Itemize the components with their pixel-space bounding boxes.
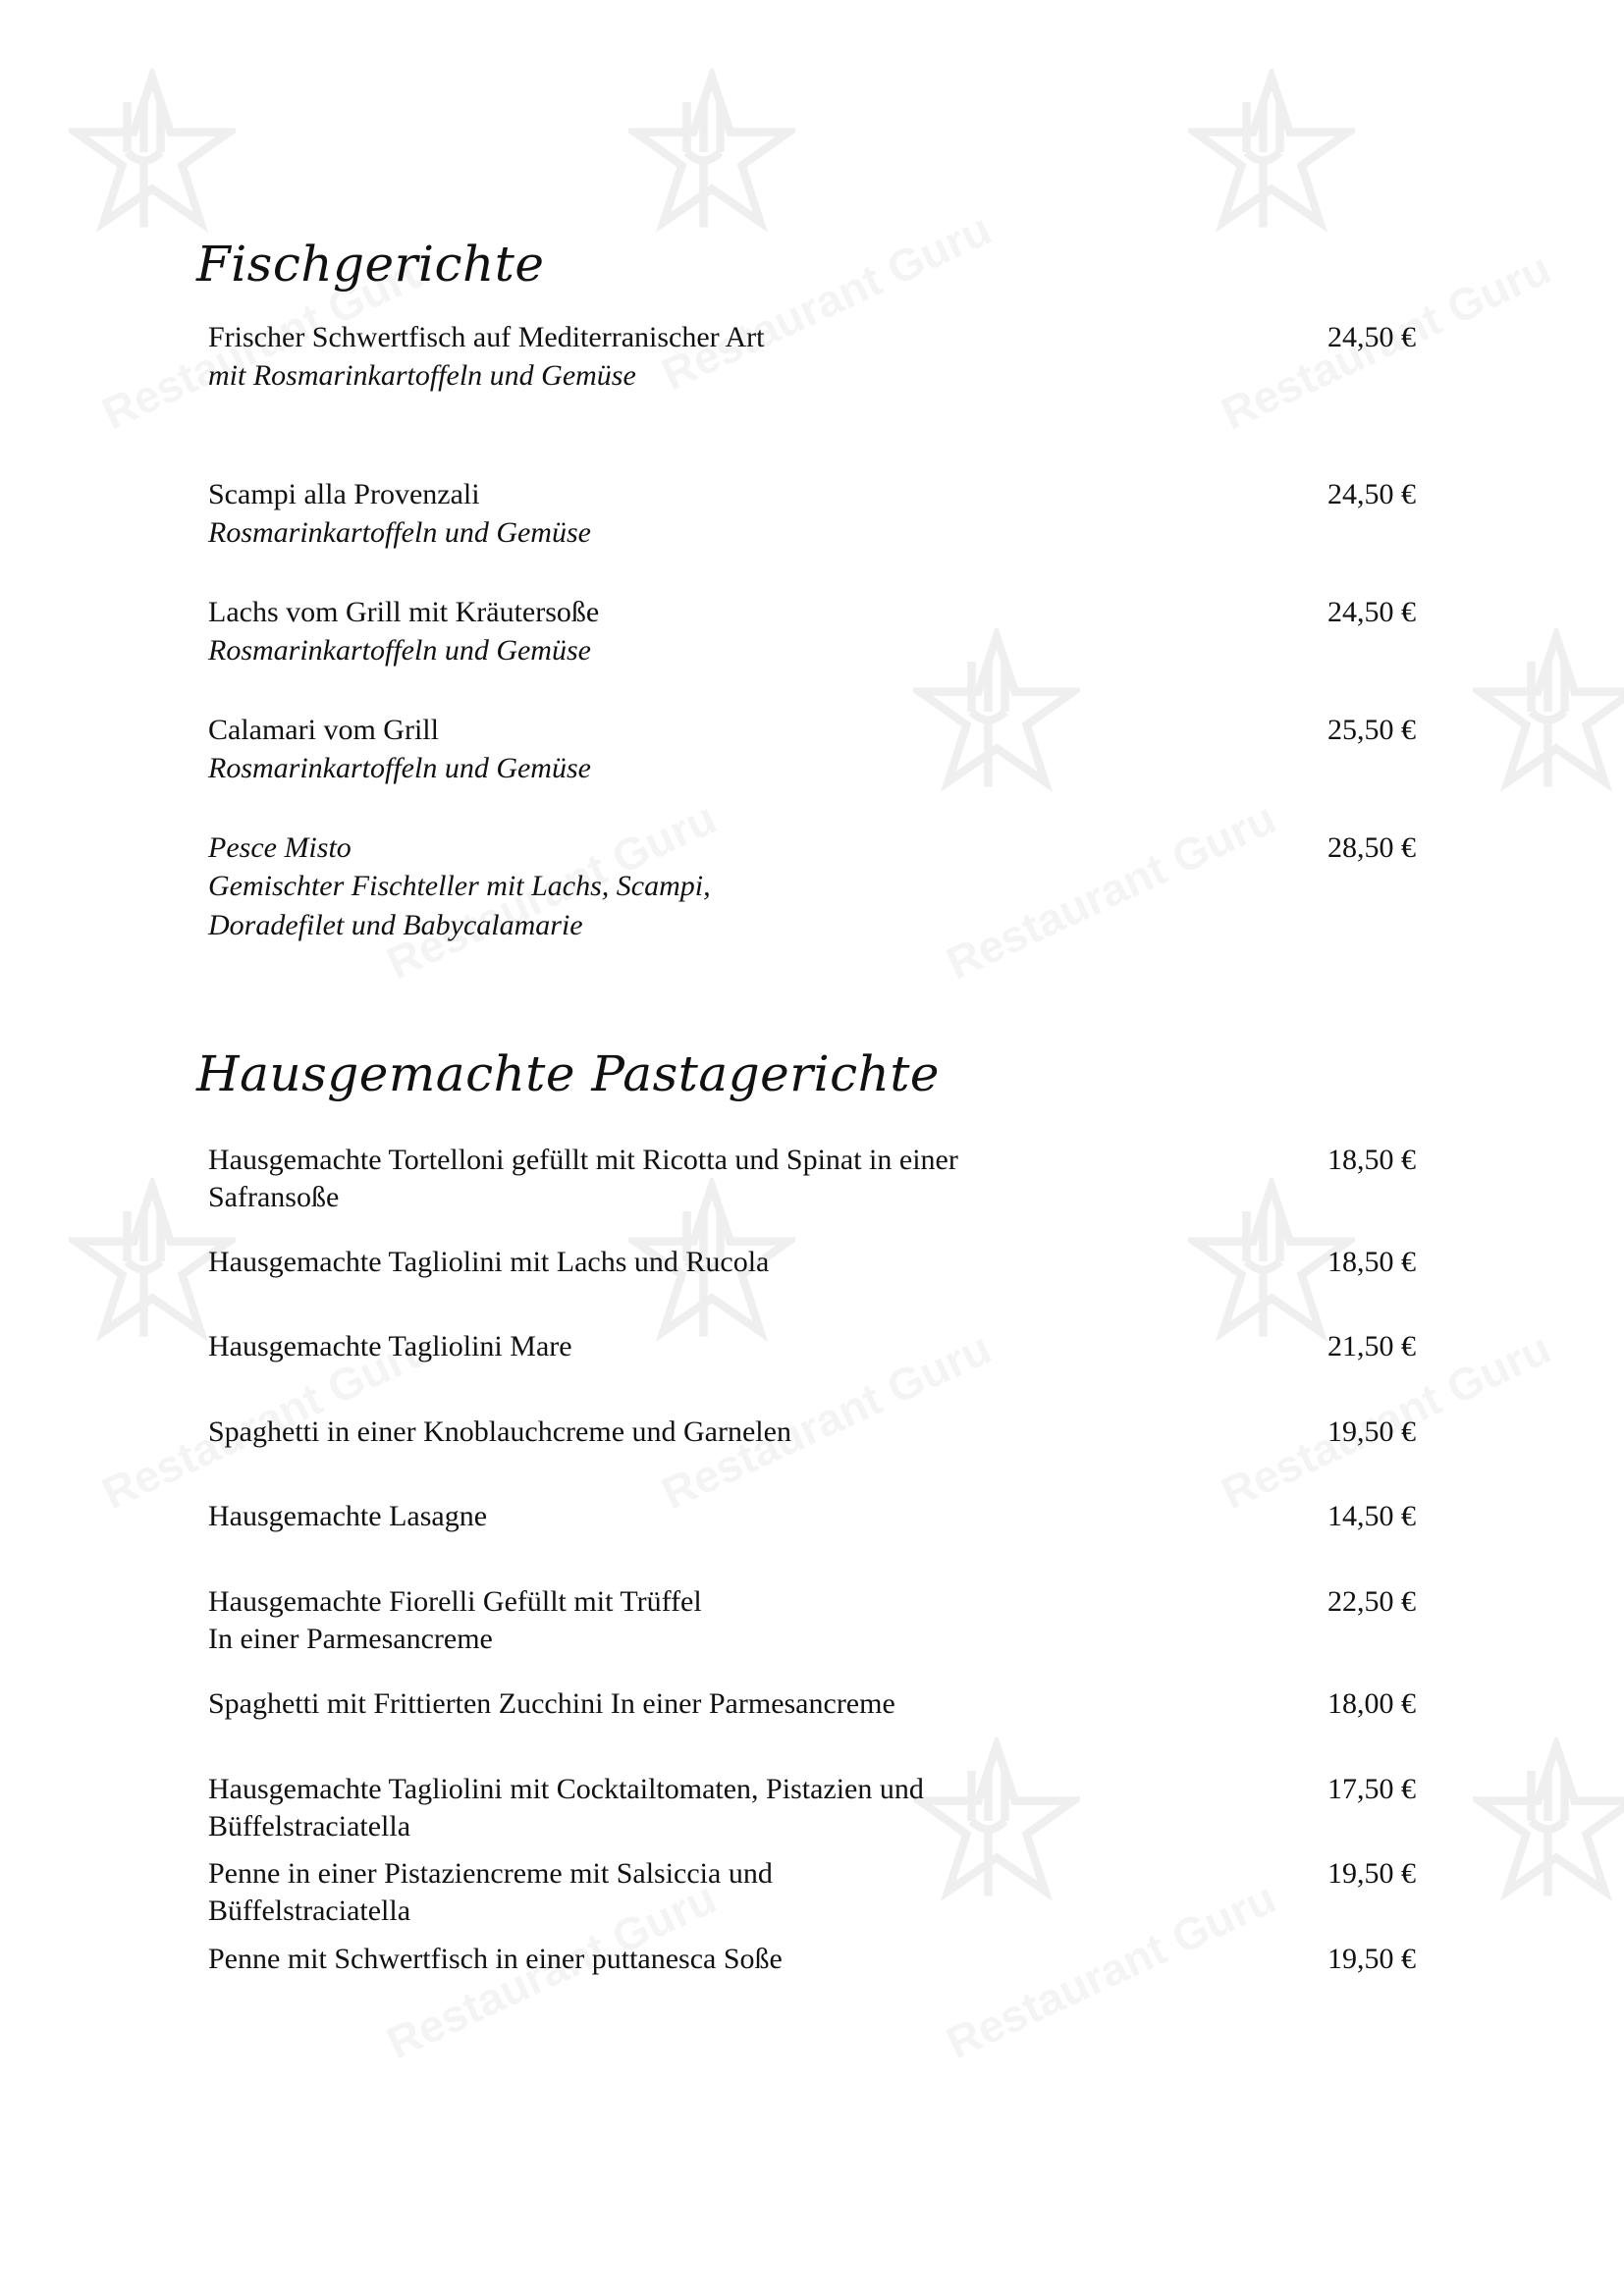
dish-price: 24,50 € xyxy=(1327,321,1416,353)
dish-description: Gemischter Fischteller mit Lachs, Scampi, Doradefilet und Babycalamarie xyxy=(208,870,711,941)
menu-item xyxy=(208,1414,1416,1451)
dish-description: Rosmarinkartoffeln und Gemüse xyxy=(208,516,591,549)
fork-star-icon xyxy=(69,69,236,236)
dish-name: Hausgemachte Tagliolini Mare xyxy=(208,1330,572,1362)
section-title-pastagerichte: Hausgemachte Pastagerichte xyxy=(196,1045,941,1102)
dish-name: Scampi alla Provenzali xyxy=(208,478,480,510)
menu-item xyxy=(208,1498,1416,1535)
menu-item xyxy=(208,1142,1416,1216)
menu-item xyxy=(208,1771,1416,1845)
menu-item xyxy=(208,1685,1416,1723)
dish-name: Hausgemachte Lasagne xyxy=(208,1500,488,1532)
fork-star-icon xyxy=(1188,69,1355,236)
dish-description: mit Rosmarinkartoffeln und Gemüse xyxy=(208,359,636,392)
dish-name: Penne mit Schwertfisch in einer puttanesca Soße xyxy=(208,1943,783,1975)
fork-star-icon xyxy=(628,69,795,236)
menu-item xyxy=(208,1583,1416,1658)
dish-price: 18,50 € xyxy=(1327,1144,1416,1176)
dish-name: Hausgemachte Tagliolini mit Lachs und Rucola xyxy=(208,1246,770,1278)
dish-name-line2: In einer Parmesancreme xyxy=(208,1623,493,1655)
section-title-fischgerichte: Fischgerichte xyxy=(196,236,545,293)
menu-item xyxy=(208,1941,1416,1978)
dish-name: Hausgemachte Tortelloni gefüllt mit Ricotta und Spinat in einer Safransoße xyxy=(208,1144,958,1213)
dish-name: Hausgemachte Tagliolini mit Cocktailtomaten, Pistazien und Büffelstraciatella xyxy=(208,1773,924,1842)
dish-name: Lachs vom Grill mit Kräutersoße xyxy=(208,596,600,628)
dish-price: 19,50 € xyxy=(1327,1415,1416,1448)
dish-price: 17,50 € xyxy=(1327,1773,1416,1805)
menu-item xyxy=(208,1855,1416,1930)
menu-item xyxy=(208,712,1416,788)
menu-item xyxy=(208,1328,1416,1365)
dish-name: Penne in einer Pistaziencreme mit Salsiccia und Büffelstraciatella xyxy=(208,1857,773,1927)
menu-item xyxy=(208,594,1416,670)
dish-price: 18,00 € xyxy=(1327,1687,1416,1720)
dish-price: 24,50 € xyxy=(1327,478,1416,510)
dish-price: 25,50 € xyxy=(1327,714,1416,746)
dish-name: Spaghetti in einer Knoblauchcreme und Garnelen xyxy=(208,1415,791,1448)
menu-item xyxy=(208,1244,1416,1281)
dish-name: Frischer Schwertfisch auf Mediterranischer Art xyxy=(208,321,765,353)
menu-item xyxy=(208,319,1416,396)
dish-price: 18,50 € xyxy=(1327,1246,1416,1278)
dish-price: 21,50 € xyxy=(1327,1330,1416,1362)
dish-price: 22,50 € xyxy=(1327,1585,1416,1618)
dish-price: 24,50 € xyxy=(1327,596,1416,628)
menu-item xyxy=(208,829,1416,945)
dish-price: 19,50 € xyxy=(1327,1857,1416,1890)
dish-price: 19,50 € xyxy=(1327,1943,1416,1975)
fork-star-icon xyxy=(1473,1737,1624,1904)
dish-price: 28,50 € xyxy=(1327,831,1416,864)
dish-description: Rosmarinkartoffeln und Gemüse xyxy=(208,634,591,667)
dish-name: Calamari vom Grill xyxy=(208,714,439,746)
dish-name: Pesce Misto xyxy=(208,831,352,864)
dish-price: 14,50 € xyxy=(1327,1500,1416,1532)
dish-name: Spaghetti mit Frittierten Zucchini In einer Parmesancreme xyxy=(208,1687,895,1720)
menu-item xyxy=(208,476,1416,553)
fork-star-icon xyxy=(1473,628,1624,795)
dish-name: Hausgemachte Fiorelli Gefüllt mit Trüffel xyxy=(208,1585,702,1618)
dish-description: Rosmarinkartoffeln und Gemüse xyxy=(208,752,591,784)
